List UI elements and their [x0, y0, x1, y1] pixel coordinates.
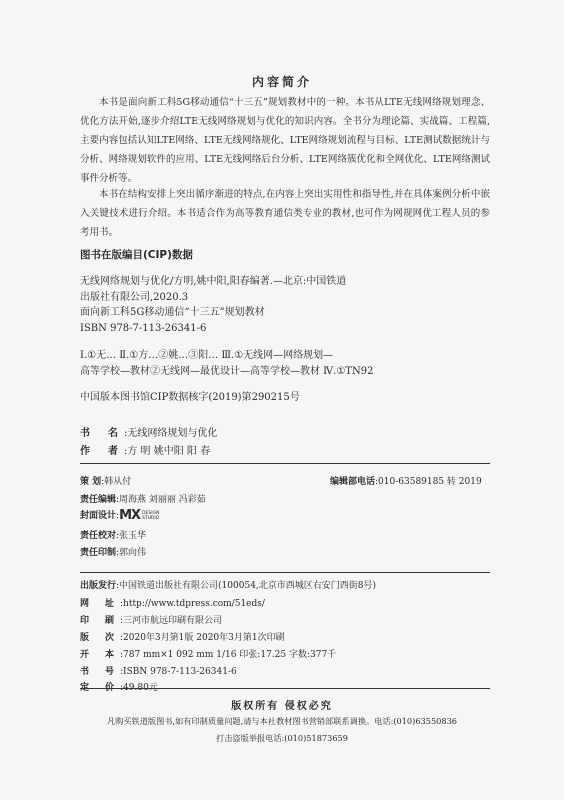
- book-title-label: 书名: [80, 428, 136, 439]
- editorial-phone-label: 编辑部电话: [330, 477, 376, 487]
- divider: [80, 572, 490, 573]
- price-row: [80, 680, 158, 693]
- format-label: 开本: [80, 650, 131, 660]
- print-manager-value: :郭向伟: [116, 548, 147, 558]
- isbn-row: [80, 664, 237, 677]
- staff-cover-row: [80, 508, 159, 523]
- proofreader-label: 责任校对: [80, 531, 117, 541]
- price-label: 定价: [80, 683, 131, 693]
- book-author-value: :方 明 姚中阳 阳 春: [124, 446, 211, 457]
- publisher-value: :中国铁道出版社有限公司(100054,北京市西城区右安门西街8号): [116, 581, 377, 591]
- editor-value: :周海燕 刘丽丽 冯彩茹: [116, 495, 206, 505]
- editorial-phone-value: :010-63589185 转 2019: [375, 477, 482, 487]
- cip-subject-line: Ⅰ.①无… Ⅱ.①方…②姚…③阳… Ⅲ.①无线网—网络规划—: [80, 350, 334, 361]
- website-label: 网址: [80, 599, 131, 609]
- printer-row: [80, 613, 222, 626]
- staff-proof-row: [80, 528, 146, 541]
- book-author-label: 作者: [80, 446, 136, 457]
- rights-title: 版权所有 侵权必究: [231, 701, 333, 712]
- edition-row: [80, 630, 285, 643]
- cip-entry-line: 出版社有限公司,2020.3: [80, 291, 189, 303]
- mx-design-logo: MX: [119, 508, 141, 523]
- cip-entry-line: 面向新工科5G移动通信“十三五”规划教材: [80, 307, 265, 318]
- website-row: [80, 596, 265, 609]
- print-manager-label: 责任印制: [80, 548, 117, 558]
- proofreader-value: :张玉华: [116, 531, 147, 541]
- book-title-row: [80, 424, 217, 439]
- price-value: :49.80元: [120, 683, 158, 693]
- publisher-row: [80, 578, 376, 591]
- isbn-value: :ISBN 978-7-113-26341-6: [120, 667, 237, 677]
- printer-value: :三河市航远印刷有限公司: [120, 616, 223, 626]
- cip-entry-line: 无线网络规划与优化/方明,姚中阳,阳春编著.—北京:中国铁道: [80, 276, 347, 287]
- cip-subject-line: 高等学校—教材②无线网—最优设计—高等学校—教材 Ⅳ.①TN92: [80, 365, 374, 377]
- cover-colon: :: [116, 511, 120, 521]
- rights-notice-line: 凡购买铁道版图书,如有印制质量问题,请与本社教材图书营销部联系调换。电话:(010)63550836: [106, 716, 458, 726]
- book-author-row: [80, 442, 210, 457]
- divider: [80, 463, 490, 464]
- cip-subject-classification: [80, 348, 490, 379]
- content-summary-title: 内容简介: [251, 75, 312, 89]
- cip-number: 中国版本图书馆CIP数据核字(2019)第290215号: [80, 392, 300, 403]
- cip-heading: 图书在版编目(CIP)数据: [80, 249, 193, 261]
- summary-paragraph-1: 本书是面向新工科5G移动通信“十三五”规划教材中的一种。本书从LTE无线网络规划理念、优化方法开始,逐步介绍LTE无线网络规划与优化的知识内容。全书分为理论篇、实战篇、工程篇,主要内容包括认知LTE网络、LTE无线网络规化、LTE网络规划流程与目标、LTE测试数据统计与分析、网络规划软件的应用、LTE无线网络后台分析、LTE网络簇优化和全网优化、LTE网络测试事件分析等。: [80, 97, 490, 184]
- divider: [80, 688, 490, 689]
- mx-design-logo-subtitle: DESIGN STUDIO: [142, 510, 160, 521]
- cip-entry: [80, 274, 490, 336]
- edition-label: 版次: [80, 633, 131, 643]
- cover-design-label: 封面设计: [80, 511, 117, 521]
- planning-label: 策 划: [80, 477, 102, 487]
- cip-entry-line: ISBN 978-7-113-26341-6: [80, 322, 207, 334]
- printer-label: 印刷: [80, 616, 131, 626]
- staff-print-row: [80, 545, 146, 558]
- summary-paragraph-2: 本书在结构安排上突出循序渐进的特点,在内容上突出实用性和指导性,并在具体案例分析中嵌入关键技术进行介绍。本书适合作为高等教育通信类专业的教材,也可作为网规网优工程人员的参考用书。: [80, 189, 490, 238]
- book-title-value: :无线网络规划与优化: [124, 428, 218, 439]
- planning-value: :韩从付: [101, 477, 132, 487]
- piracy-report-line: 打击盗版举报电话:(010)51873659: [216, 733, 348, 743]
- edition-value: :2020年3月第1版 2020年3月第1次印刷: [120, 633, 285, 643]
- website-value: :http://www.tdpress.com/51eds/: [120, 599, 265, 609]
- editorial-phone-row: [330, 474, 482, 487]
- format-value: :787 mm×1 092 mm 1/16 印张:17.25 字数:377千: [120, 650, 337, 660]
- isbn-label: 书号: [80, 667, 131, 677]
- editor-label: 责任编辑: [80, 495, 117, 505]
- staff-planning-row: [80, 474, 131, 487]
- format-row: [80, 647, 336, 660]
- staff-editor-row: [80, 492, 206, 505]
- publisher-label: 出版发行: [80, 581, 117, 591]
